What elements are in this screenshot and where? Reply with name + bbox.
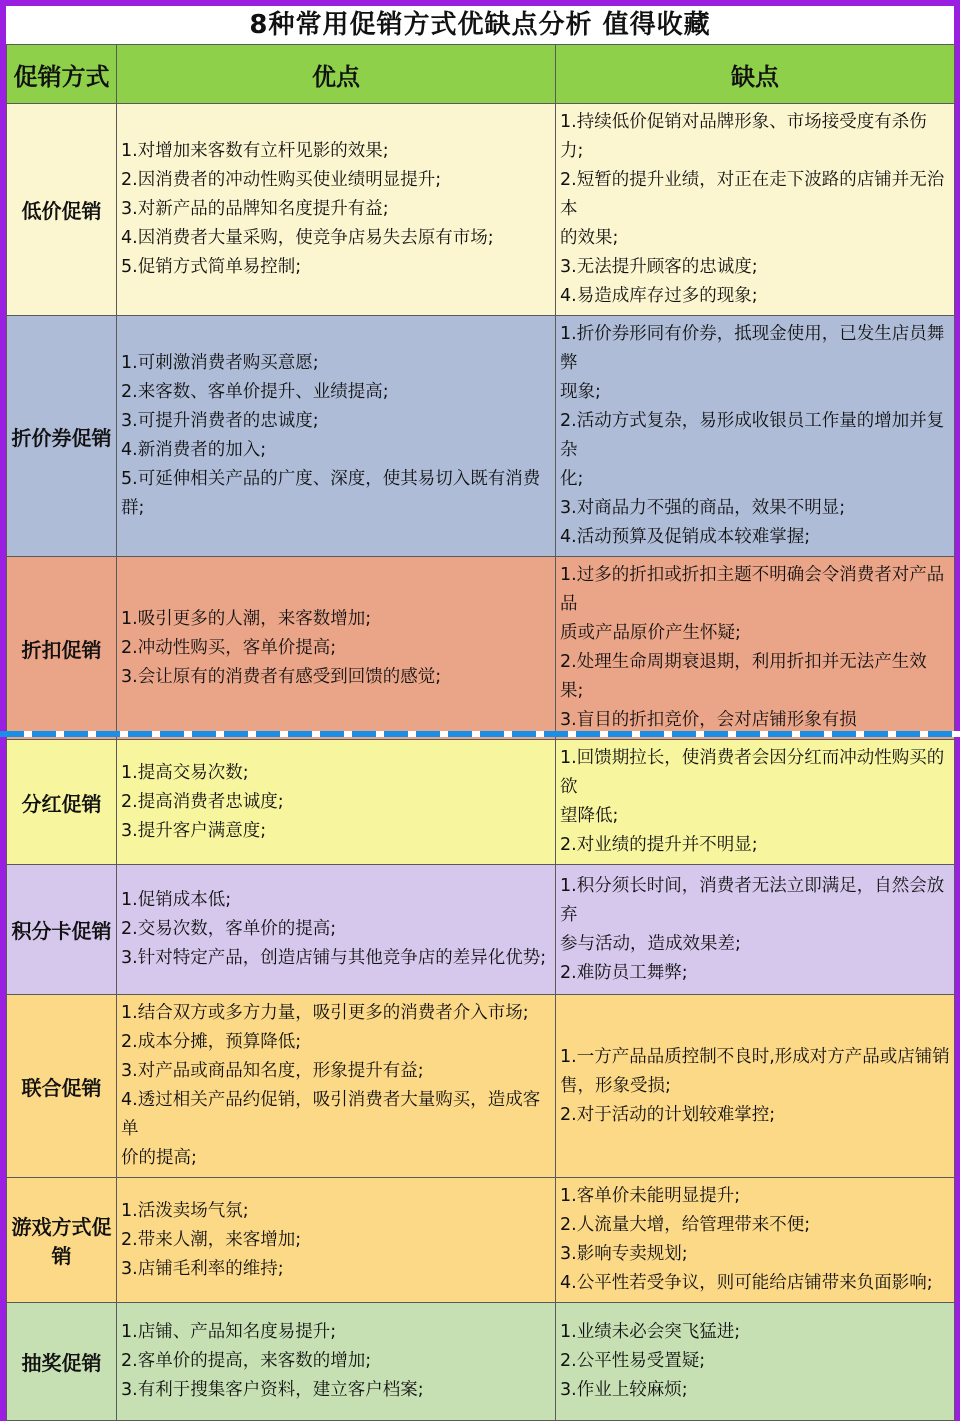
- pros-line: 3.有利于搜集客户资料，建立客户档案;: [121, 1380, 424, 1400]
- method-name: 折价券促销: [11, 425, 112, 450]
- cons-cell: [556, 865, 955, 995]
- pros-cell: [117, 1303, 556, 1421]
- cons-line: 2.对业绩的提升并不明显;: [560, 835, 758, 855]
- pros-line: 群;: [121, 498, 145, 518]
- cons-cell: [556, 1303, 955, 1421]
- table-row: [7, 995, 955, 1178]
- method-name-cell: [7, 865, 117, 995]
- method-name-cell: [7, 1303, 117, 1421]
- method-name: 游戏方式促: [11, 1215, 112, 1239]
- pros-cell: [117, 557, 556, 740]
- table-row: [7, 740, 955, 865]
- cons-line: 3.作业上较麻烦;: [560, 1380, 688, 1400]
- method-name: 低价促销: [21, 199, 102, 223]
- pros-line: 5.可延伸相关产品的广度、深度，使其易切入既有消费: [121, 469, 541, 489]
- header-pros: 优点: [117, 45, 556, 104]
- cons-cell: [556, 104, 955, 316]
- pros-line: 3.针对特定产品，创造店铺与其他竞争店的差异化优势;: [121, 948, 547, 968]
- cons-cell: [556, 995, 955, 1178]
- method-name-cell: [7, 104, 117, 316]
- pros-line: 2.客单价的提高，来客数的增加;: [121, 1351, 372, 1371]
- pros-line: 1.对增加来客数有立杆见影的效果;: [121, 141, 389, 161]
- pros-line: 3.对新产品的品牌知名度提升有益;: [121, 199, 389, 219]
- pros-line: 3.对产品或商品知名度，形象提升有益;: [121, 1061, 424, 1081]
- cons-line: 的效果;: [560, 228, 619, 248]
- cons-line: 1.积分须长时间，消费者无法立即满足，自然会放弃: [560, 875, 945, 925]
- pros-line: 1.活泼卖场气氛;: [121, 1200, 249, 1221]
- method-name: 销: [51, 1244, 72, 1268]
- method-name-cell: [7, 557, 117, 740]
- pros-cell: [117, 995, 556, 1178]
- cons-line: 2.公平性易受置疑;: [560, 1351, 706, 1371]
- cons-cell: [556, 557, 955, 740]
- pros-line: 4.透过相关产品约促销，吸引消费者大量购买，造成客单: [121, 1090, 541, 1139]
- table-row: [7, 1178, 955, 1303]
- pros-line: 5.促销方式简单易控制;: [121, 257, 302, 277]
- method-name-cell: [7, 1178, 117, 1303]
- pros-line: 2.来客数、客单价提升、业绩提高;: [121, 382, 389, 402]
- pros-line: 3.提升客户满意度;: [121, 820, 267, 841]
- pros-line: 2.提高消费者忠诚度;: [121, 791, 284, 812]
- cons-line: 4.公平性若受争议，则可能给店铺带来负面影响;: [560, 1273, 933, 1293]
- cons-line: 4.易造成库存过多的现象;: [560, 286, 758, 306]
- method-name-cell: [7, 740, 117, 865]
- table-row: [7, 316, 955, 557]
- method-name: 联合促销: [21, 1075, 102, 1100]
- pros-line: 1.提高交易次数;: [121, 762, 249, 783]
- table-row: [7, 1303, 955, 1421]
- cons-line: 1.持续低价促销对品牌形象、市场接受度有杀伤力;: [560, 112, 927, 161]
- cons-line: 现象;: [560, 382, 601, 402]
- cons-line: 参与活动，造成效果差;: [560, 933, 741, 954]
- pros-cell: [117, 740, 556, 865]
- cons-line: 望降低;: [560, 806, 619, 826]
- method-name: 折扣促销: [21, 637, 102, 662]
- method-name-cell: [7, 995, 117, 1178]
- cons-line: 3.无法提升顾客的忠诚度;: [560, 257, 758, 277]
- pros-line: 1.可刺激消费者购买意愿;: [121, 353, 319, 373]
- pros-line: 3.可提升消费者的忠诚度;: [121, 411, 319, 431]
- cons-line: 1.折价券形同有价券，抵现金使用，已发生店员舞弊: [560, 324, 945, 373]
- poster: [6, 6, 954, 1400]
- cons-line: 2.对于活动的计划较难掌控;: [560, 1104, 776, 1125]
- header-cons: 缺点: [556, 45, 955, 104]
- header-method: 促销方式: [7, 45, 117, 104]
- cons-line: 3.对商品力不强的商品，效果不明显;: [560, 498, 846, 518]
- pros-cell: [117, 865, 556, 995]
- cons-line: 1.业绩未必会突飞猛进;: [560, 1322, 741, 1342]
- pros-line: 4.新消费者的加入;: [121, 440, 267, 460]
- header-row: [7, 45, 955, 104]
- table-row: [7, 865, 955, 995]
- cons-line: 2.活动方式复杂，易形成收银员工作量的增加并复杂: [560, 411, 945, 460]
- pros-line: 1.吸引更多的人潮，来客数增加;: [121, 608, 372, 629]
- pros-line: 1.结合双方或多方力量，吸引更多的消费者介入市场;: [121, 1003, 529, 1023]
- pros-line: 2.交易次数，客单价的提高;: [121, 919, 337, 939]
- cons-line: 1.过多的折扣或折扣主题不明确会令消费者对产品品: [560, 565, 945, 614]
- table-row: [7, 557, 955, 740]
- cons-cell: [556, 740, 955, 865]
- pros-cell: [117, 316, 556, 557]
- cons-line: 1.一方产品品质控制不良时,形成对方产品或店铺销: [560, 1046, 950, 1067]
- table-row: [7, 104, 955, 316]
- cons-line: 化;: [560, 469, 584, 489]
- cons-line: 2.难防员工舞弊;: [560, 962, 688, 983]
- method-name: 积分卡促销: [11, 919, 112, 943]
- method-name: 分红促销: [21, 791, 102, 816]
- pros-line: 3.会让原有的消费者有感受到回馈的感觉;: [121, 666, 442, 687]
- cons-line: 1.客单价未能明显提升;: [560, 1186, 741, 1206]
- cons-line: 售，形象受损;: [560, 1075, 671, 1096]
- pros-cell: [117, 1178, 556, 1303]
- pros-line: 价的提高;: [121, 1148, 197, 1168]
- pros-cell: [117, 104, 556, 316]
- method-name: 抽奖促销: [21, 1351, 102, 1375]
- cons-line: 2.处理生命周期衰退期，利用折扣并无法产生效果;: [560, 652, 927, 701]
- cons-line: 质或产品原价产生怀疑;: [560, 623, 741, 643]
- pros-line: 1.促销成本低;: [121, 890, 232, 910]
- pros-line: 2.成本分摊，预算降低;: [121, 1032, 302, 1052]
- cons-line: 2.人流量大增，给管理带来不便;: [560, 1215, 811, 1235]
- cons-line: 3.盲目的折扣竞价，会对店铺形象有损: [560, 710, 857, 730]
- cons-line: 4.活动预算及促销成本较难掌握;: [560, 527, 811, 547]
- cons-line: 2.短暂的提升业绩，对正在走下波路的店铺并无治本: [560, 170, 945, 219]
- cons-line: 1.回馈期拉长，使消费者会因分红而冲动性购买的欲: [560, 748, 945, 797]
- cons-line: 3.影响专卖规划;: [560, 1244, 688, 1264]
- pros-line: 2.冲动性购买，客单价提高;: [121, 637, 337, 658]
- pros-line: 3.店铺毛利率的维持;: [121, 1258, 284, 1279]
- method-name-cell: [7, 316, 117, 557]
- cons-cell: [556, 1178, 955, 1303]
- pros-line: 2.带来人潮，来客增加;: [121, 1229, 302, 1250]
- cons-cell: [556, 316, 955, 557]
- page-title: 8种常用促销方式优缺点分析 值得收藏: [249, 10, 711, 40]
- pros-line: 2.因消费者的冲动性购买使业绩明显提升;: [121, 170, 442, 190]
- pros-line: 4.因消费者大量采购，使竞争店易失去原有市场;: [121, 228, 494, 248]
- separator-line: [0, 731, 960, 737]
- pros-line: 1.店铺、产品知名度易提升;: [121, 1322, 337, 1342]
